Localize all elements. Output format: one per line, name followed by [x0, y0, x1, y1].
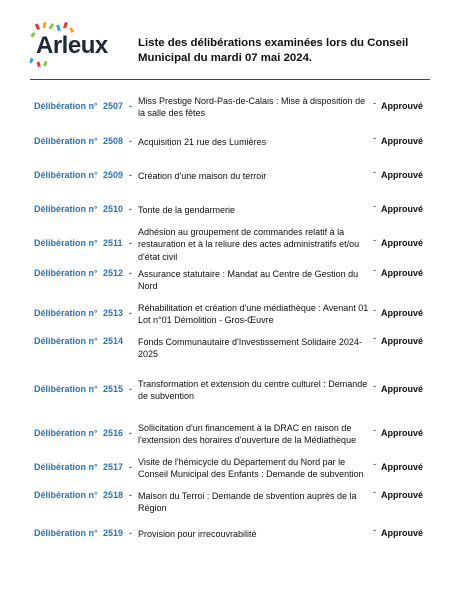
- deliberation-row: [0, 333, 450, 368]
- deliberation-description: Assurance statutaire : Mandat au Centre de Gestion du Nord: [138, 269, 359, 292]
- deliberation-number: 2518: [103, 490, 124, 501]
- deliberation-label: [34, 238, 139, 248]
- status-badge: Approuvé: [381, 204, 424, 215]
- status-badge: Approuvé: [381, 490, 424, 501]
- deliberation-description: Visite de l'hémicycle du Département du Nord par le Conseil Municipal des Enfants : Demande de subvention: [138, 457, 364, 480]
- deliberation-prefix: Délibération n°: [34, 462, 98, 473]
- deliberation-prefix: Délibération n°: [34, 136, 98, 147]
- deliberation-dash: -: [129, 308, 132, 319]
- deliberation-label: [34, 308, 139, 318]
- deliberation-number: 2515: [103, 384, 124, 395]
- deliberation-row: [0, 378, 450, 410]
- deliberation-dash: -: [129, 204, 132, 215]
- deliberation-description: Réhabilitation et création d'une médiathèque : Avenant 01 Lot n°01 Démolition - Gros-Œuvre: [138, 303, 369, 326]
- deliberation-dash: -: [129, 101, 132, 112]
- deliberation-label: [34, 462, 139, 472]
- status-badge: Approuvé: [381, 170, 424, 181]
- status-badge: Approuvé: [381, 136, 424, 147]
- deliberation-prefix: Délibération n°: [34, 490, 98, 501]
- deliberation-description: Acquisition 21 rue des Lumières: [138, 137, 267, 147]
- status-badge: Approuvé: [381, 308, 424, 319]
- status-badge: Approuvé: [381, 238, 424, 249]
- deliberation-description: Miss Prestige Nord-Pas-de-Calais : Mise à disposition de la salle des fêtes: [138, 96, 366, 119]
- deliberation-dash: -: [129, 528, 132, 539]
- status-separator: -: [373, 235, 376, 246]
- status-separator: -: [373, 333, 376, 344]
- deliberation-description: Sollicitation d'un financement à la DRAC en raison de l'extension des horaires d'ouverture de la Médiathèque: [138, 423, 357, 446]
- status-separator: -: [373, 265, 376, 276]
- deliberation-prefix: Délibération n°: [34, 268, 98, 279]
- deliberation-prefix: Délibération n°: [34, 384, 98, 395]
- status-separator: -: [373, 425, 376, 436]
- deliberation-prefix: Délibération n°: [34, 308, 98, 319]
- deliberation-prefix: Délibération n°: [34, 336, 98, 347]
- deliberation-row: [0, 422, 450, 454]
- deliberation-row: [0, 487, 450, 522]
- deliberation-dash: -: [129, 490, 132, 501]
- deliberation-label: [34, 268, 139, 278]
- deliberation-dash: -: [129, 462, 132, 473]
- status-separator: -: [373, 305, 376, 316]
- status-badge: Approuvé: [381, 384, 424, 395]
- deliberation-row: [0, 525, 450, 560]
- deliberation-row: [0, 456, 450, 488]
- deliberation-prefix: Délibération n°: [34, 170, 98, 181]
- page-title: Liste des délibérations examinées lors du Conseil Municipal du mardi 07 mai 2024.: [138, 37, 409, 64]
- deliberation-description: Fonds Communautaire d'Investissement Solidaire 2024-2025: [138, 337, 362, 360]
- status-badge: Approuvé: [381, 528, 424, 539]
- header-divider: [30, 79, 430, 80]
- deliberation-dash: -: [129, 428, 132, 439]
- deliberation-row: [0, 302, 450, 334]
- deliberation-label: [34, 384, 139, 394]
- status-separator: -: [373, 487, 376, 498]
- deliberation-row: [0, 133, 450, 168]
- status-separator: -: [373, 167, 376, 178]
- deliberation-number: 2511: [103, 238, 123, 249]
- deliberation-number: 2514: [103, 336, 124, 347]
- status-separator: -: [373, 459, 376, 470]
- deliberation-label: [34, 336, 139, 346]
- deliberation-number: 2512: [103, 268, 124, 279]
- deliberation-number: 2508: [103, 136, 124, 147]
- deliberation-description: Transformation et extension du centre culturel : Demande de subvention: [138, 379, 368, 402]
- status-badge: Approuvé: [381, 101, 424, 112]
- deliberation-dash: -: [129, 136, 132, 147]
- deliberation-description: Maison du Terroi : Demande de sbvention auprès de la Région: [138, 491, 357, 514]
- deliberation-number: 2510: [103, 204, 124, 215]
- deliberation-number: 2513: [103, 308, 124, 319]
- deliberation-number: 2516: [103, 428, 124, 439]
- deliberation-prefix: Délibération n°: [34, 238, 98, 249]
- status-separator: -: [373, 201, 376, 212]
- deliberation-label: [34, 204, 139, 214]
- deliberation-prefix: Délibération n°: [34, 204, 98, 215]
- document-header: [0, 0, 450, 80]
- deliberation-dash: -: [129, 170, 132, 181]
- deliberation-description: Tonte de la gendarmerie: [138, 205, 236, 215]
- deliberation-number: 2507: [103, 101, 124, 112]
- status-badge: Approuvé: [381, 268, 424, 279]
- deliberation-row: [0, 95, 450, 127]
- deliberation-label: [34, 170, 139, 180]
- deliberation-label: [34, 528, 139, 538]
- deliberation-dash: -: [129, 268, 132, 279]
- deliberation-prefix: Délibération n°: [34, 428, 98, 439]
- deliberation-label: [34, 136, 139, 146]
- status-badge: Approuvé: [381, 462, 424, 473]
- status-separator: -: [373, 133, 376, 144]
- deliberation-number: 2509: [103, 170, 124, 181]
- deliberation-dash: -: [129, 238, 132, 249]
- deliberation-description: Création d'une maison du terroir: [138, 171, 267, 181]
- deliberation-label: [34, 101, 139, 111]
- deliberation-dash: -: [129, 384, 132, 395]
- deliberation-prefix: Délibération n°: [34, 101, 98, 112]
- status-separator: -: [373, 98, 376, 109]
- deliberation-description: Adhésion au groupement de commandes relatif à la restauration et à la reliure des actes administratifs et/ou d'état civil: [138, 227, 360, 262]
- deliberation-number: 2517: [103, 462, 124, 473]
- deliberation-row: [0, 167, 450, 202]
- deliberation-label: [34, 428, 139, 438]
- status-badge: Approuvé: [381, 428, 424, 439]
- deliberation-row: [0, 265, 450, 300]
- status-separator: -: [373, 525, 376, 536]
- status-separator: -: [373, 381, 376, 392]
- arleux-logo: [30, 22, 116, 68]
- logo-text: Arleux: [36, 32, 108, 59]
- deliberation-description: Provision pour irrecouvrabilité: [138, 529, 257, 539]
- deliberation-label: [34, 490, 139, 500]
- deliberation-row: [0, 226, 450, 262]
- status-badge: Approuvé: [381, 336, 424, 347]
- deliberation-prefix: Délibération n°: [34, 528, 98, 539]
- deliberation-number: 2519: [103, 528, 124, 539]
